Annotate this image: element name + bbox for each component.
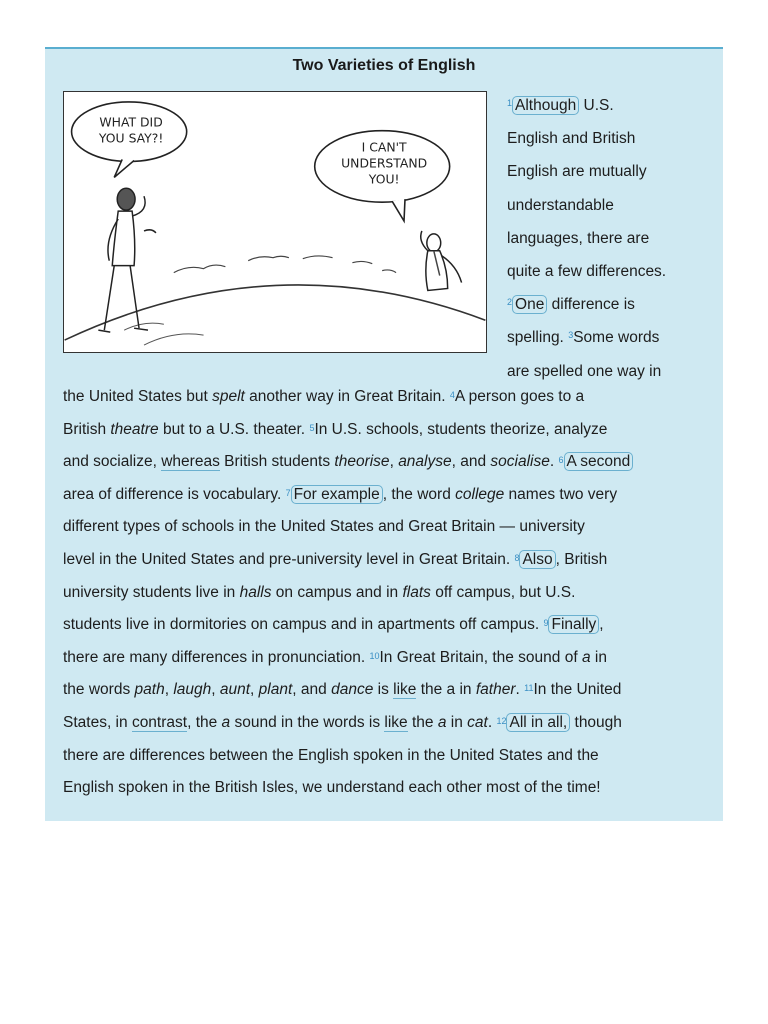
text-segment: level in the United States and pre-university level in Great Britain. bbox=[63, 550, 515, 568]
text-segment: , the word bbox=[382, 485, 456, 503]
sentence-number: 5 bbox=[309, 422, 315, 433]
bubble-right-line-1: I CAN'T bbox=[361, 139, 407, 155]
text-segment: U.S. bbox=[579, 97, 614, 114]
bubble-left-line-1: WHAT DID bbox=[99, 114, 163, 130]
text-segment: university students live in bbox=[63, 583, 240, 601]
body-line bbox=[63, 609, 708, 642]
text-segment: area of difference is vocabulary. bbox=[63, 485, 286, 503]
text-segment: halls bbox=[239, 583, 272, 601]
text-segment: dance bbox=[331, 681, 374, 699]
text-segment: and socialize, bbox=[63, 453, 162, 471]
bubble-left-line-2: YOU SAY?! bbox=[98, 130, 164, 146]
bubble-right-line-2: UNDERSTAND bbox=[341, 155, 428, 171]
text-segment: laugh bbox=[173, 681, 212, 699]
text-segment: the a in bbox=[416, 681, 476, 699]
underlined-word: like bbox=[384, 713, 408, 731]
text-segment: spelt bbox=[212, 388, 245, 405]
circled-transition-word: For example bbox=[291, 485, 383, 504]
text-segment: English are mutually bbox=[507, 163, 647, 181]
text-segment: are spelled one way in bbox=[507, 362, 662, 380]
text-segment: plant bbox=[258, 681, 293, 699]
text-segment: sound in the words is bbox=[230, 713, 385, 731]
text-segment: though bbox=[570, 713, 622, 731]
text-segment: cat bbox=[467, 713, 488, 731]
text-segment: , British bbox=[555, 550, 608, 568]
text-segment: analyse bbox=[398, 453, 452, 471]
text-segment: , bbox=[599, 616, 604, 634]
text-segment: , bbox=[250, 681, 259, 699]
side-column-line bbox=[507, 255, 712, 288]
text-segment: the bbox=[407, 713, 438, 731]
sentence-number: 7 bbox=[285, 487, 291, 498]
text-segment: there are many differences in pronunciation. bbox=[63, 648, 370, 666]
text-segment: . bbox=[487, 713, 497, 731]
body-line bbox=[63, 642, 708, 675]
text-segment: is bbox=[373, 681, 394, 699]
text-segment: there are differences between the English spoken in the United States and the bbox=[63, 746, 599, 764]
text-segment: flats bbox=[402, 583, 431, 601]
text-segment: In the United bbox=[533, 681, 622, 699]
text-segment: in bbox=[446, 713, 468, 731]
text-segment: English spoken in the British Isles, we understand each other most of the time! bbox=[63, 779, 601, 797]
page-title: Two Varieties of English bbox=[292, 57, 476, 74]
man-right-figure bbox=[421, 231, 462, 291]
body-line bbox=[63, 674, 708, 707]
text-segment: , bbox=[211, 681, 220, 699]
body-line bbox=[63, 707, 708, 740]
side-column-line bbox=[507, 222, 712, 255]
side-column-line bbox=[507, 155, 712, 188]
speech-bubble-right bbox=[315, 131, 450, 221]
text-segment: , and bbox=[292, 681, 332, 699]
bubble-right-line-3: YOU! bbox=[368, 171, 400, 187]
text-segment: off campus, but U.S. bbox=[430, 583, 576, 601]
text-segment: In Great Britain, the sound of bbox=[379, 648, 582, 666]
sentence-number: 3 bbox=[568, 330, 574, 341]
text-segment: , bbox=[164, 681, 174, 699]
circled-transition-word: Also bbox=[519, 550, 555, 569]
text-segment: but to a U.S. theater. bbox=[158, 420, 310, 438]
body-line bbox=[63, 577, 708, 610]
circled-transition-word: Although bbox=[512, 96, 579, 115]
continent-shapes bbox=[174, 256, 396, 273]
body-line bbox=[63, 381, 708, 414]
text-segment: . bbox=[515, 681, 525, 699]
text-segment: another way in Great Britain. bbox=[244, 388, 450, 405]
circled-transition-word: All in all, bbox=[506, 713, 570, 732]
sentence-number: 10 bbox=[369, 650, 380, 661]
body-line bbox=[63, 414, 708, 447]
text-segment: aunt bbox=[219, 681, 251, 699]
underlined-word: whereas bbox=[161, 453, 220, 471]
text-segment: path bbox=[134, 681, 165, 699]
text-segment: , and bbox=[451, 453, 491, 471]
text-segment: a bbox=[437, 713, 447, 731]
text-segment: spelling. bbox=[507, 329, 569, 347]
sentence-number: 8 bbox=[514, 552, 520, 563]
text-segment: in bbox=[590, 648, 607, 666]
text-segment: British students bbox=[219, 453, 335, 471]
man-left-figure bbox=[98, 188, 156, 332]
side-column-text bbox=[507, 89, 712, 388]
sentence-number: 6 bbox=[558, 455, 564, 466]
circled-transition-word: A second bbox=[564, 452, 634, 471]
sentence-number: 4 bbox=[449, 390, 455, 400]
text-segment: Some words bbox=[573, 329, 660, 347]
cartoon-illustration bbox=[63, 91, 487, 353]
side-column-line bbox=[507, 89, 712, 122]
text-segment: In U.S. schools, students theorize, analyze bbox=[314, 420, 608, 438]
sentence-number: 12 bbox=[496, 715, 507, 726]
text-segment: , the bbox=[187, 713, 222, 731]
side-column-line bbox=[507, 288, 712, 321]
text-segment: understandable bbox=[507, 196, 614, 214]
body-line bbox=[63, 511, 708, 544]
text-segment: college bbox=[455, 485, 505, 503]
text-segment: a bbox=[221, 713, 231, 731]
text-segment: difference is bbox=[547, 296, 635, 314]
underlined-word: contrast bbox=[131, 713, 188, 731]
text-segment: languages, there are bbox=[507, 229, 650, 247]
circled-transition-word: One bbox=[512, 295, 547, 314]
side-column-line bbox=[507, 189, 712, 222]
text-segment: different types of schools in the United States and Great Britain — university bbox=[63, 518, 585, 536]
text-segment: English and British bbox=[507, 130, 636, 148]
text-segment: , bbox=[389, 453, 399, 471]
text-segment: the words bbox=[63, 681, 135, 699]
text-segment: students live in dormitories on campus and in apartments off campus. bbox=[63, 616, 544, 634]
text-segment: States, in bbox=[63, 713, 132, 731]
body-line bbox=[63, 772, 708, 805]
text-segment: socialise bbox=[490, 453, 550, 471]
reading-panel bbox=[45, 47, 723, 821]
side-column-line bbox=[507, 321, 712, 354]
underlined-word: like bbox=[393, 681, 417, 699]
text-segment: quite a few differences. bbox=[507, 263, 667, 281]
side-column-line bbox=[507, 122, 712, 155]
text-segment: British bbox=[63, 420, 111, 438]
sentence-number: 11 bbox=[524, 683, 534, 694]
sentence-number: 9 bbox=[543, 618, 549, 629]
body-line bbox=[63, 544, 708, 577]
text-segment: a bbox=[581, 648, 591, 666]
body-line bbox=[63, 446, 708, 479]
body-line bbox=[63, 479, 708, 512]
text-segment: . bbox=[549, 453, 559, 471]
circled-transition-word: Finally bbox=[548, 615, 599, 634]
text-segment: on campus and in bbox=[271, 583, 403, 601]
body-paragraph bbox=[63, 381, 708, 805]
speech-bubble-left bbox=[72, 102, 187, 177]
globe-outline bbox=[65, 285, 486, 340]
body-line bbox=[63, 740, 708, 773]
sentence-number: 1 bbox=[507, 98, 513, 108]
text-segment: names two very bbox=[504, 485, 618, 503]
sentence-number: 2 bbox=[507, 297, 513, 308]
text-segment: father bbox=[475, 681, 516, 699]
text-segment: the United States but bbox=[63, 388, 213, 405]
text-segment: theatre bbox=[110, 420, 159, 438]
text-segment: A person goes to a bbox=[454, 388, 585, 405]
text-segment: theorise bbox=[334, 453, 390, 471]
